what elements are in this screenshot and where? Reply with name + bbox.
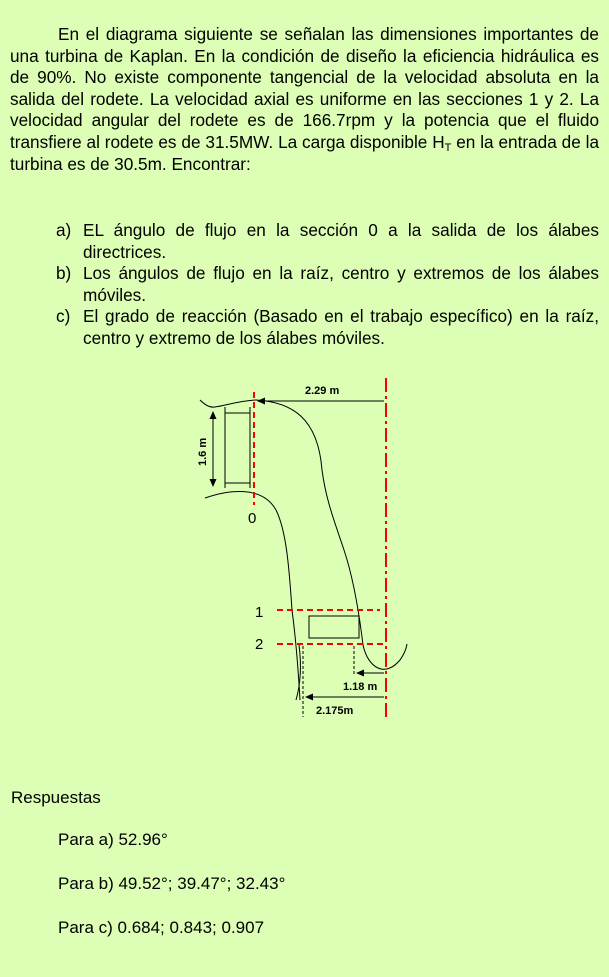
section-1-label: 1 (255, 604, 264, 621)
question-letter: b) (56, 263, 72, 284)
dim-height-label: 1.6 m (197, 437, 209, 466)
answer-c: Para c) 0.684; 0.843; 0.907 (58, 918, 265, 937)
dim-top-label: 2.29 m (305, 385, 340, 397)
section-2-label: 2 (255, 636, 264, 653)
answer-a: Para a) 52.96° (58, 830, 168, 849)
question-text: El grado de reacción (Basado en el trabajo específico) en la raíz, centro y extremo de los álabes móviles. (83, 306, 599, 348)
dim-hub-label: 1.18 m (343, 681, 378, 693)
question-letter: c) (56, 306, 71, 327)
problem-text-part1: En el diagrama siguiente se señalan las dimensiones importantes de una turbina de Kaplan. En la condición de diseño la eficiencia hidráulica es de 90%. No existe componente tangencial de la velocidad absoluta en la salida del rodete. La velocidad axial es uniforme en las secciones 1 y 2. La velocidad angular del rodete es de 166.7rpm y la potencia que el fluido transfiere al rodete es de 31.5MW. La carga disponible H (10, 24, 599, 152)
dim-tip-label: 2.175m (316, 705, 354, 717)
answers-title: Respuestas (11, 788, 101, 807)
question-text: EL ángulo de flujo en la sección 0 a la salida de los álabes directrices. (83, 220, 599, 262)
section-0-label: 0 (248, 510, 257, 527)
problem-subscript: T (444, 141, 452, 154)
guide-vane (225, 413, 250, 483)
question-letter: a) (56, 220, 72, 240)
outer-casing-curve (256, 400, 407, 669)
runner-blade (309, 616, 359, 638)
answer-b: Para b) 49.52°; 39.47°; 32.43° (58, 874, 286, 893)
upper-wall-curve (200, 400, 256, 407)
problem-text-part2: en la entrada de la turbina es de 30.5m. Encontrar: (10, 131, 599, 174)
question-text: Los ángulos de flujo en la raíz, centro y extremos de los álabes móviles. (83, 263, 599, 305)
